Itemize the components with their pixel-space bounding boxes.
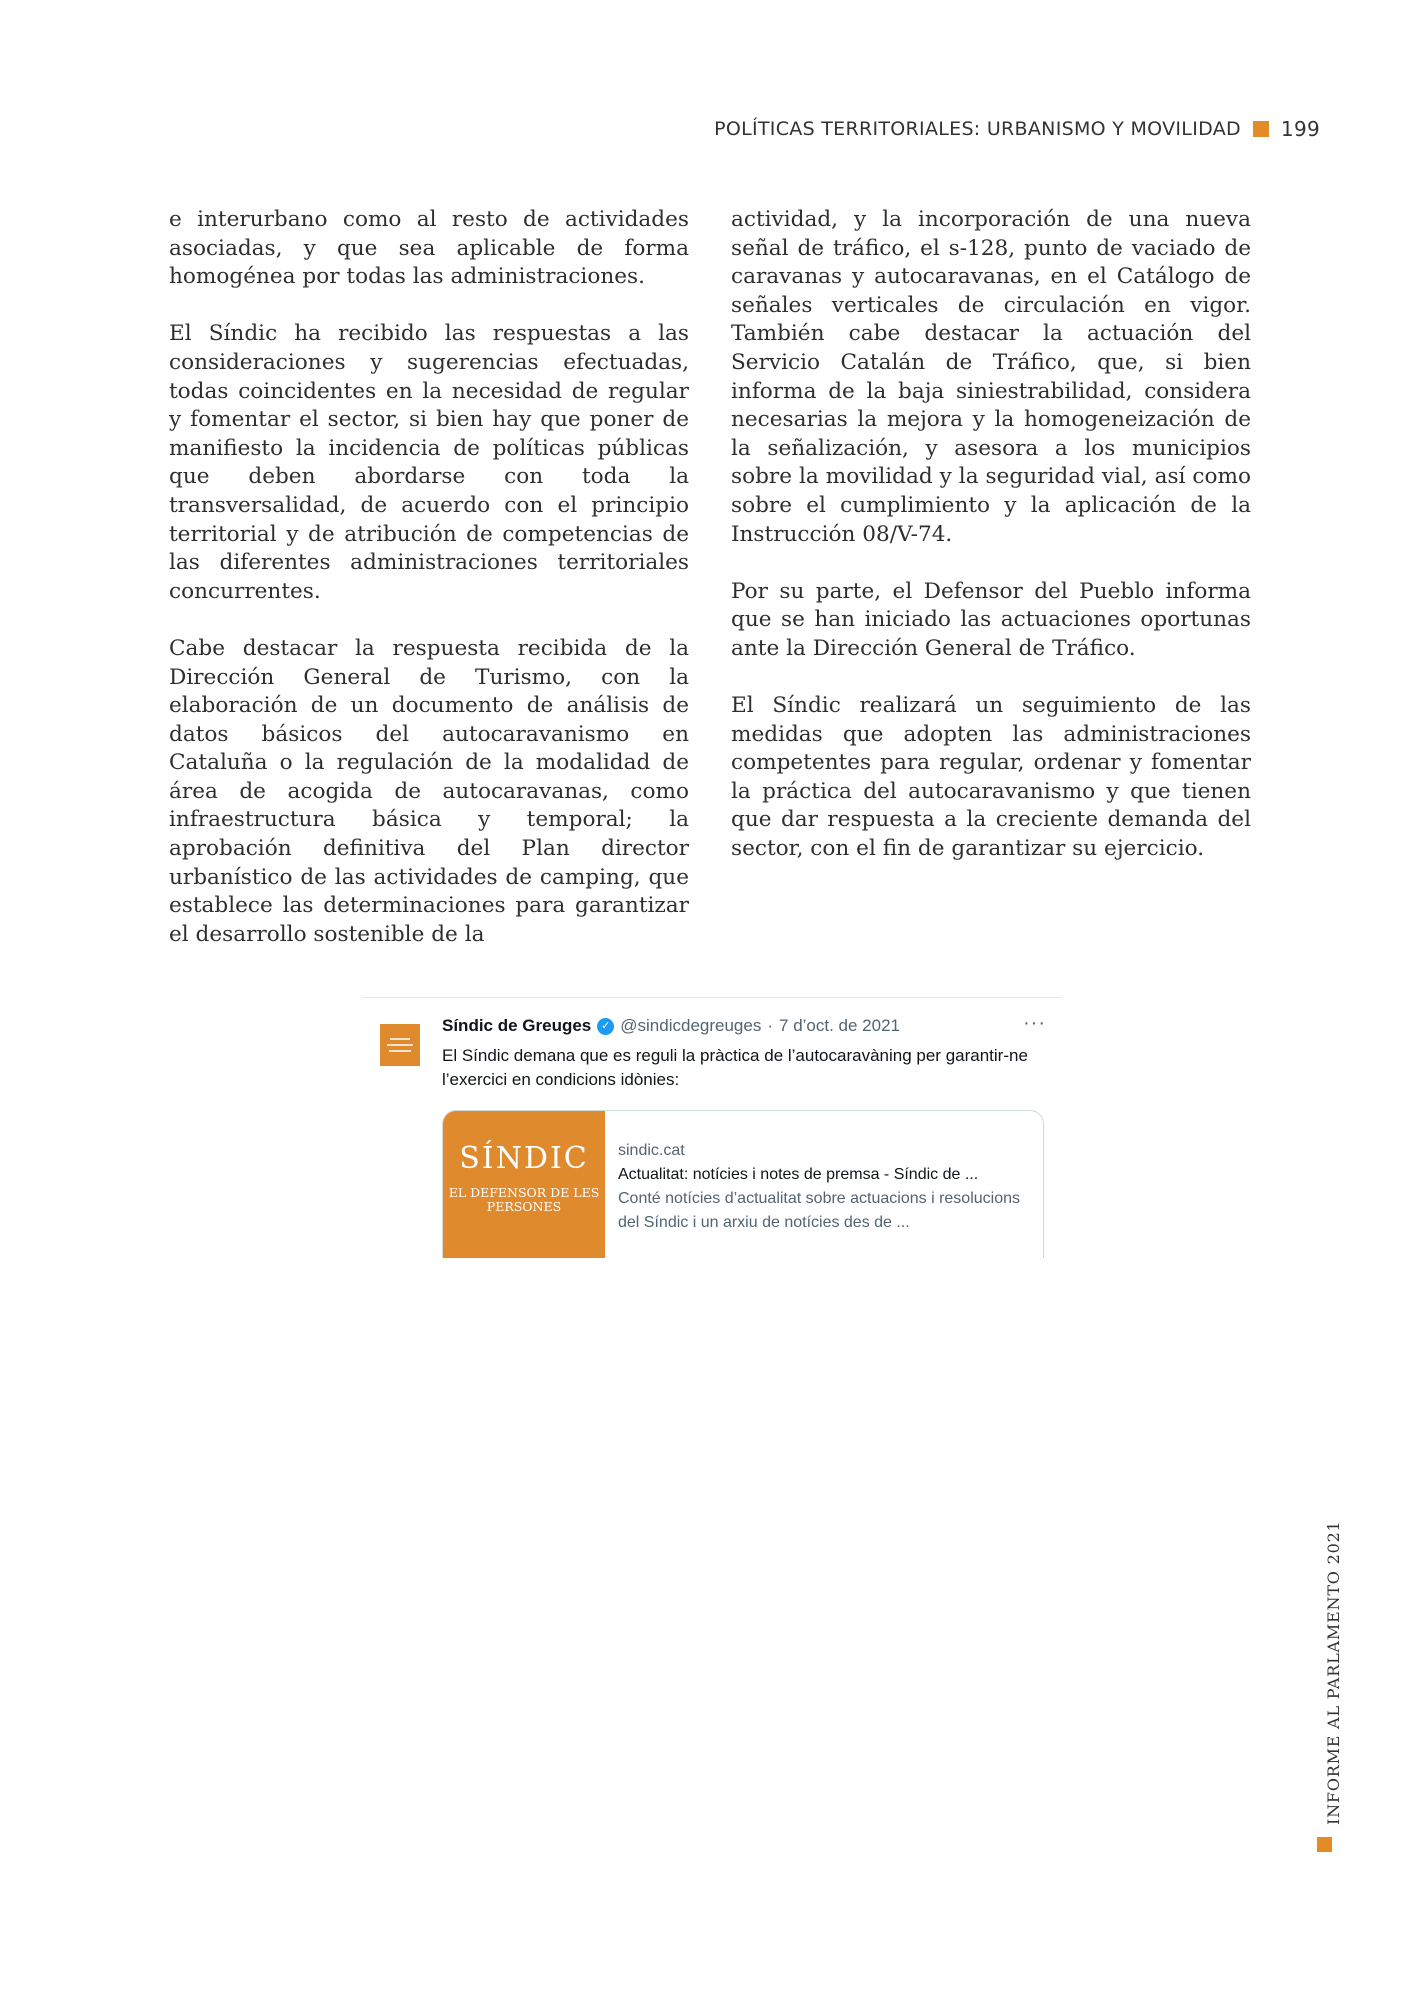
paragraph: El Síndic ha recibido las respuestas a las consideraciones y sugerencias efectuadas, todas coincidentes en la necesidad de regular y fomentar el sector, si bien hay que poner de manifiesto la incidencia de políticas públicas que deben abordarse con toda la transversalidad, de acuerdo con el principio territorial y de atribución de competencias de las diferentes administraciones territoriales concurrentes. (169, 321, 689, 604)
link-card[interactable] (442, 1110, 1044, 1258)
tweet-header (442, 1016, 900, 1036)
side-square-icon (1317, 1837, 1332, 1852)
avatar[interactable] (380, 1024, 420, 1066)
card-description: Conté notícies d’actualitat sobre actuacions i resolucions del Síndic i un arxiu de notícies des de ... (618, 1190, 1020, 1231)
paragraph: Por su parte, el Defensor del Pueblo informa que se han iniciado las actuaciones oportunas ante la Dirección General de Tráfico. (731, 578, 1251, 661)
page-number: 199 (1280, 117, 1320, 141)
paragraph: Cabe destacar la respuesta recibida de la Dirección General de Turismo, con la elaboración de un documento de análisis de datos básicos del autocaravanismo en Cataluña o la regulación de la modalidad de área de acogida de autocaravanas, como infraestructura básica y temporal; la aprobación definitiva del Plan director urbanístico de las actividades de camping, que establece las determinaciones para garantizar el desarrollo sostenible de la (169, 635, 689, 947)
verified-badge-icon: ✓ (597, 1018, 614, 1035)
paragraph: actividad, y la incorporación de una nueva señal de tráfico, el s-128, punto de vaciado de caravanas y autocaravanas, en el Catálogo de señales verticales de circulación en vigor. También cabe destacar la actuación del Servicio Catalán de Tráfico, que, si bien informa de la baja siniestrabilidad, considera necesarias la mejora y la homogeneización de la señalización, y asesora a los municipios sobre la movilidad y la seguridad vial, así como sobre el cumplimiento y la aplicación de la Instrucción 08/V-74. (731, 207, 1251, 547)
author-handle[interactable]: @sindicdegreuges (620, 1016, 762, 1035)
paragraph: e interurbano como al resto de actividades asociadas, y que sea aplicable de forma homogénea por todas las administraciones. (169, 207, 689, 290)
separator: · (767, 1016, 774, 1035)
card-domain: sindic.cat (618, 1142, 685, 1159)
paragraph: El Síndic realizará un seguimiento de las medidas que adopten las administraciones competentes para regular, ordenar y fomentar la práctica del autocaravanismo y que tienen que dar respuesta a la creciente demanda del sector, con el fin de garantizar su ejercicio. (731, 693, 1251, 862)
card-body (618, 1139, 1028, 1235)
section-title: POLÍTICAS TERRITORIALES: URBANISMO Y MOVILIDAD (714, 118, 1241, 140)
tweet-text: El Síndic demana que es reguli la pràctica de l’autocaravàning per garantir-ne l’exercici en condicions idònies: (442, 1046, 1028, 1089)
accent-square-icon (1253, 121, 1269, 137)
tweet-date[interactable]: 7 d’oct. de 2021 (779, 1016, 900, 1035)
embedded-tweet (362, 997, 1062, 1258)
running-header (714, 117, 1320, 141)
logo-text: SÍNDIC (459, 1141, 589, 1176)
logo-subtext: EL DEFENSOR DE LES PERSONES (448, 1185, 600, 1214)
more-icon[interactable]: ··· (1023, 1012, 1046, 1034)
card-logo-image (443, 1111, 605, 1258)
side-label: INFORME AL PARLAMENTO 2021 (1324, 1520, 1343, 1825)
author-name[interactable]: Síndic de Greuges (442, 1016, 592, 1035)
left-column (169, 206, 689, 949)
right-column (731, 206, 1251, 864)
card-title: Actualitat: notícies i notes de premsa - Síndic de ... (618, 1166, 979, 1183)
